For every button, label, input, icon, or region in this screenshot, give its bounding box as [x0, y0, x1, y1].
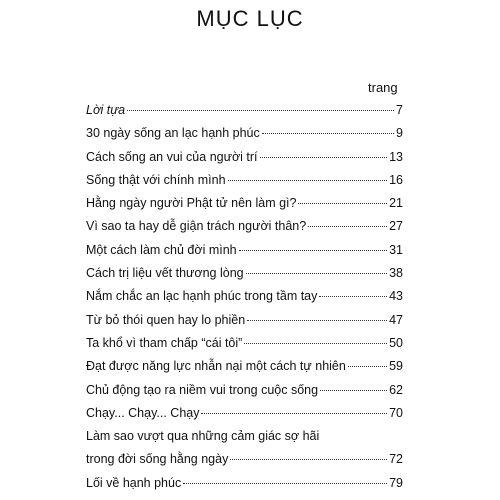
dot-leader — [127, 110, 394, 111]
toc-entry-page: 9 — [396, 126, 403, 141]
page-title: MỤC LỤC — [196, 6, 304, 31]
toc-entry-title: Từ bỏ thói quen hay lo phiền — [86, 312, 246, 327]
toc-entry — [86, 169, 403, 192]
toc-entry-title: Cách sống an vui của người trí — [86, 149, 258, 164]
table-of-contents — [86, 99, 403, 495]
dot-leader — [319, 296, 387, 297]
toc-entry-title: Lời tựa — [86, 103, 126, 117]
toc-entry-title: Chủ động tạo ra niềm vui trong cuộc sống — [86, 382, 319, 397]
toc-entry-page: 43 — [389, 289, 403, 304]
toc-entry-page: 50 — [389, 335, 403, 350]
toc-entry-title: Sống thật với chính mình — [86, 172, 226, 187]
toc-entry — [86, 239, 403, 262]
toc-entry — [86, 425, 403, 472]
toc-entry — [86, 262, 403, 285]
toc-entry-title: Chạy... Chạy... Chạy — [86, 405, 200, 420]
toc-entry-title: Cách trị liệu vết thương lòng — [86, 266, 244, 281]
toc-entry-title: 30 ngày sống an lạc hạnh phúc — [86, 126, 260, 141]
toc-entry — [86, 355, 403, 378]
toc-entry-page: 7 — [396, 103, 403, 117]
toc-entry — [86, 99, 403, 122]
toc-entry-title: Nắm chắc an lạc hạnh phúc trong tầm tay — [86, 289, 318, 304]
toc-entry — [86, 379, 403, 402]
toc-entry-page: 13 — [389, 149, 403, 164]
toc-entry-page: 31 — [389, 242, 403, 257]
toc-entry-title: Vì sao ta hay dễ giận trách người thân? — [86, 219, 307, 234]
toc-entry-title: Ta khổ vì tham chấp “cái tôi” — [86, 335, 243, 350]
dot-leader — [348, 366, 387, 367]
dot-leader — [239, 250, 387, 251]
toc-entry-page: 62 — [389, 382, 403, 397]
dot-leader — [183, 483, 387, 484]
toc-entry-title-line1: Làm sao vượt qua những cảm giác sợ hãi — [86, 429, 320, 444]
toc-entry-title: trong đời sống hằng ngày — [86, 452, 229, 467]
toc-entry-title: Lối về hạnh phúc — [86, 475, 182, 490]
toc-entry — [86, 285, 403, 308]
toc-entry-page: 70 — [389, 405, 403, 420]
dot-leader — [260, 157, 388, 158]
toc-entry-page: 79 — [389, 475, 403, 490]
toc-entry-page: 27 — [389, 219, 403, 234]
toc-entry-page: 72 — [389, 452, 403, 467]
toc-entry-page: 47 — [389, 312, 403, 327]
toc-entry — [86, 402, 403, 425]
dot-leader — [201, 413, 387, 414]
toc-entry — [86, 146, 403, 169]
dot-leader — [244, 343, 387, 344]
toc-entry-page: 38 — [389, 266, 403, 281]
toc-entry — [86, 122, 403, 145]
dot-leader — [247, 320, 387, 321]
toc-entry-page: 21 — [389, 196, 403, 211]
toc-entry-title: Hằng ngày người Phật tử nên làm gì? — [86, 196, 297, 211]
toc-entry-page: 59 — [389, 359, 403, 374]
toc-entry — [86, 472, 403, 495]
page-column-label: trang — [368, 80, 398, 95]
toc-entry-page: 16 — [389, 172, 403, 187]
toc-entry — [86, 309, 403, 332]
dot-leader — [228, 180, 388, 181]
dot-leader — [246, 273, 387, 274]
toc-entry — [86, 192, 403, 215]
dot-leader — [320, 390, 387, 391]
toc-entry-title: Một cách làm chủ đời mình — [86, 242, 237, 257]
dot-leader — [262, 133, 394, 134]
toc-entry — [86, 332, 403, 355]
dot-leader — [298, 203, 387, 204]
toc-entry-title: Đạt được năng lực nhẫn nại một cách tự nhiên — [86, 359, 346, 374]
dot-leader — [230, 459, 387, 460]
dot-leader — [308, 226, 387, 227]
toc-entry — [86, 215, 403, 238]
